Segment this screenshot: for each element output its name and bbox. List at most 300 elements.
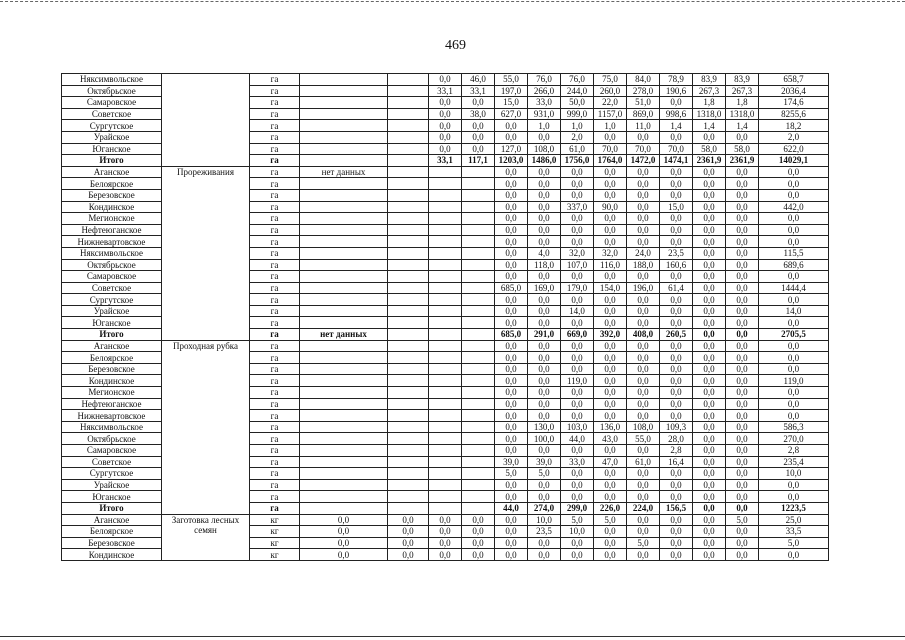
year-value-cell: [429, 387, 462, 399]
year-value-cell: [388, 155, 429, 167]
year-value-cell: [462, 363, 495, 375]
year-value-cell: 0,0: [726, 398, 759, 410]
year-value-cell: 0,0: [693, 387, 726, 399]
year-value-cell: [388, 74, 429, 86]
year-value-cell: [462, 294, 495, 306]
amount-cell: 0,0: [300, 549, 388, 561]
year-value-cell: 0,0: [660, 468, 693, 480]
year-value-cell: 0,0: [660, 340, 693, 352]
year-value-cell: 291,0: [528, 329, 561, 341]
year-value-cell: 0,0: [693, 259, 726, 271]
year-value-cell: 869,0: [627, 108, 660, 120]
unit-cell: га: [250, 387, 300, 399]
year-value-cell: 0,0: [627, 201, 660, 213]
year-value-cell: 0,0: [726, 131, 759, 143]
year-value-cell: 0,0: [726, 329, 759, 341]
unit-cell: кг: [250, 549, 300, 561]
year-value-cell: 1,8: [693, 97, 726, 109]
year-value-cell: 0,0: [660, 189, 693, 201]
forestry-name-cell: Октябрьское: [62, 85, 162, 97]
year-value-cell: 0,0: [429, 549, 462, 561]
year-value-cell: 0,0: [660, 363, 693, 375]
unit-cell: га: [250, 143, 300, 155]
row-total-cell: 115,5: [759, 247, 829, 259]
year-value-cell: 0,0: [528, 352, 561, 364]
year-value-cell: 0,0: [528, 375, 561, 387]
year-value-cell: 0,0: [495, 294, 528, 306]
row-total-cell: 10,0: [759, 468, 829, 480]
forestry-name-cell: Березовское: [62, 363, 162, 375]
year-value-cell: 999,0: [561, 108, 594, 120]
unit-cell: га: [250, 502, 300, 514]
year-value-cell: 0,0: [594, 178, 627, 190]
year-value-cell: 0,0: [627, 213, 660, 225]
year-value-cell: 0,0: [660, 271, 693, 283]
year-value-cell: 0,0: [726, 213, 759, 225]
activity-cell: Проходная рубка: [162, 340, 250, 514]
year-value-cell: 5,0: [561, 514, 594, 526]
row-total-cell: 0,0: [759, 340, 829, 352]
amount-cell: 0,0: [300, 526, 388, 538]
year-value-cell: 55,0: [495, 74, 528, 86]
unit-cell: га: [250, 201, 300, 213]
year-value-cell: 2,8: [660, 445, 693, 457]
year-value-cell: [388, 421, 429, 433]
activity-cell: Прореживания: [162, 166, 250, 340]
year-value-cell: 0,0: [726, 479, 759, 491]
amount-cell: [300, 502, 388, 514]
row-total-cell: 658,7: [759, 74, 829, 86]
year-value-cell: 46,0: [462, 74, 495, 86]
year-value-cell: 118,0: [528, 259, 561, 271]
forestry-name-cell: Сургутское: [62, 120, 162, 132]
year-value-cell: 32,0: [561, 247, 594, 259]
year-value-cell: [388, 213, 429, 225]
amount-cell: [300, 178, 388, 190]
year-value-cell: 0,0: [429, 143, 462, 155]
year-value-cell: 109,3: [660, 421, 693, 433]
year-value-cell: 0,0: [561, 189, 594, 201]
row-total-cell: 0,0: [759, 549, 829, 561]
forestry-name-cell: Нижневартовское: [62, 410, 162, 422]
year-value-cell: 0,0: [388, 526, 429, 538]
year-value-cell: 0,0: [528, 398, 561, 410]
row-total-cell: 0,0: [759, 398, 829, 410]
year-value-cell: 0,0: [594, 305, 627, 317]
year-value-cell: [388, 468, 429, 480]
year-value-cell: 0,0: [660, 294, 693, 306]
row-total-cell: 18,2: [759, 120, 829, 132]
year-value-cell: [388, 120, 429, 132]
year-value-cell: 0,0: [693, 317, 726, 329]
row-total-cell: 0,0: [759, 387, 829, 399]
unit-cell: га: [250, 131, 300, 143]
year-value-cell: 0,0: [462, 131, 495, 143]
year-value-cell: 260,0: [594, 85, 627, 97]
year-value-cell: 1203,0: [495, 155, 528, 167]
year-value-cell: 0,0: [726, 526, 759, 538]
year-value-cell: 278,0: [627, 85, 660, 97]
year-value-cell: 83,9: [726, 74, 759, 86]
year-value-cell: 50,0: [561, 97, 594, 109]
year-value-cell: [388, 387, 429, 399]
year-value-cell: 0,0: [495, 445, 528, 457]
year-value-cell: 0,0: [429, 526, 462, 538]
unit-cell: га: [250, 213, 300, 225]
row-total-cell: 2,0: [759, 131, 829, 143]
year-value-cell: 14,0: [561, 305, 594, 317]
year-value-cell: 0,0: [693, 410, 726, 422]
year-value-cell: 0,0: [726, 421, 759, 433]
year-value-cell: 47,0: [594, 456, 627, 468]
year-value-cell: 0,0: [561, 352, 594, 364]
year-value-cell: 0,0: [660, 178, 693, 190]
amount-cell: нет данных: [300, 329, 388, 341]
unit-cell: га: [250, 421, 300, 433]
year-value-cell: [462, 317, 495, 329]
unit-cell: га: [250, 85, 300, 97]
year-value-cell: 0,0: [528, 479, 561, 491]
year-value-cell: 108,0: [528, 143, 561, 155]
year-value-cell: 39,0: [528, 456, 561, 468]
year-value-cell: 33,1: [429, 155, 462, 167]
year-value-cell: 0,0: [495, 236, 528, 248]
year-value-cell: 0,0: [693, 398, 726, 410]
year-value-cell: 0,0: [726, 491, 759, 503]
year-value-cell: [388, 305, 429, 317]
year-value-cell: 0,0: [627, 340, 660, 352]
year-value-cell: 0,0: [693, 166, 726, 178]
year-value-cell: 0,0: [726, 502, 759, 514]
year-value-cell: 0,0: [495, 131, 528, 143]
row-total-cell: 119,0: [759, 375, 829, 387]
year-value-cell: 0,0: [594, 491, 627, 503]
year-value-cell: [388, 410, 429, 422]
year-value-cell: 0,0: [627, 526, 660, 538]
year-value-cell: 0,0: [726, 410, 759, 422]
year-value-cell: 0,0: [429, 131, 462, 143]
year-value-cell: 15,0: [495, 97, 528, 109]
year-value-cell: [388, 502, 429, 514]
amount-cell: 0,0: [300, 537, 388, 549]
year-value-cell: 100,0: [528, 433, 561, 445]
amount-cell: [300, 259, 388, 271]
year-value-cell: [429, 363, 462, 375]
year-value-cell: 0,0: [594, 445, 627, 457]
year-value-cell: 931,0: [528, 108, 561, 120]
year-value-cell: 260,5: [660, 329, 693, 341]
unit-cell: га: [250, 97, 300, 109]
year-value-cell: [388, 317, 429, 329]
year-value-cell: [462, 213, 495, 225]
forestry-name-cell: Березовское: [62, 189, 162, 201]
year-value-cell: 0,0: [462, 514, 495, 526]
year-value-cell: 51,0: [627, 97, 660, 109]
year-value-cell: 0,0: [693, 329, 726, 341]
year-value-cell: 0,0: [495, 433, 528, 445]
amount-cell: нет данных: [300, 166, 388, 178]
year-value-cell: 0,0: [660, 131, 693, 143]
row-total-cell: 0,0: [759, 224, 829, 236]
year-value-cell: 116,0: [594, 259, 627, 271]
year-value-cell: 2361,9: [693, 155, 726, 167]
year-value-cell: [388, 282, 429, 294]
year-value-cell: [462, 502, 495, 514]
year-value-cell: 136,0: [594, 421, 627, 433]
forestry-name-cell: Мегионское: [62, 213, 162, 225]
amount-cell: [300, 85, 388, 97]
year-value-cell: 392,0: [594, 329, 627, 341]
year-value-cell: 0,0: [627, 294, 660, 306]
row-total-cell: 174,6: [759, 97, 829, 109]
year-value-cell: 0,0: [627, 514, 660, 526]
year-value-cell: [462, 398, 495, 410]
year-value-cell: 0,0: [726, 363, 759, 375]
year-value-cell: 0,0: [528, 549, 561, 561]
year-value-cell: 0,0: [693, 340, 726, 352]
year-value-cell: [462, 329, 495, 341]
year-value-cell: 0,0: [561, 236, 594, 248]
year-value-cell: 0,0: [726, 433, 759, 445]
row-total-cell: 0,0: [759, 363, 829, 375]
year-value-cell: 0,0: [693, 433, 726, 445]
year-value-cell: 0,0: [561, 549, 594, 561]
forestry-name-cell: Итого: [62, 155, 162, 167]
year-value-cell: 0,0: [561, 317, 594, 329]
year-value-cell: 0,0: [528, 236, 561, 248]
forestry-name-cell: Самаровское: [62, 271, 162, 283]
row-total-cell: 33,5: [759, 526, 829, 538]
year-value-cell: 0,0: [726, 201, 759, 213]
year-value-cell: [388, 398, 429, 410]
year-value-cell: 0,0: [429, 97, 462, 109]
year-value-cell: 0,0: [594, 398, 627, 410]
year-value-cell: 10,0: [528, 514, 561, 526]
year-value-cell: [388, 131, 429, 143]
amount-cell: [300, 305, 388, 317]
unit-cell: га: [250, 491, 300, 503]
year-value-cell: 0,0: [693, 294, 726, 306]
row-total-cell: 0,0: [759, 236, 829, 248]
unit-cell: га: [250, 445, 300, 457]
year-value-cell: 0,0: [561, 537, 594, 549]
year-value-cell: 0,0: [627, 375, 660, 387]
forestry-name-cell: Белоярское: [62, 526, 162, 538]
year-value-cell: [388, 271, 429, 283]
year-value-cell: 0,0: [627, 271, 660, 283]
activity-cell: [162, 74, 250, 167]
year-value-cell: 1474,1: [660, 155, 693, 167]
year-value-cell: [429, 375, 462, 387]
amount-cell: [300, 340, 388, 352]
year-value-cell: 0,0: [660, 317, 693, 329]
year-value-cell: 39,0: [495, 456, 528, 468]
year-value-cell: [429, 410, 462, 422]
row-total-cell: 2,8: [759, 445, 829, 457]
year-value-cell: 0,0: [495, 375, 528, 387]
year-value-cell: 0,0: [495, 479, 528, 491]
year-value-cell: 0,0: [660, 410, 693, 422]
forestry-name-cell: Итого: [62, 329, 162, 341]
year-value-cell: 0,0: [594, 375, 627, 387]
year-value-cell: 0,0: [495, 387, 528, 399]
year-value-cell: 0,0: [627, 549, 660, 561]
year-value-cell: 0,0: [693, 491, 726, 503]
row-total-cell: 14,0: [759, 305, 829, 317]
year-value-cell: 267,3: [693, 85, 726, 97]
year-value-cell: 0,0: [660, 526, 693, 538]
unit-cell: кг: [250, 526, 300, 538]
year-value-cell: 1764,0: [594, 155, 627, 167]
year-value-cell: 0,0: [594, 271, 627, 283]
year-value-cell: [462, 421, 495, 433]
year-value-cell: [429, 398, 462, 410]
year-value-cell: 0,0: [726, 294, 759, 306]
year-value-cell: 2361,9: [726, 155, 759, 167]
year-value-cell: 160,6: [660, 259, 693, 271]
amount-cell: [300, 294, 388, 306]
year-value-cell: 0,0: [561, 398, 594, 410]
forestry-name-cell: Советское: [62, 282, 162, 294]
year-value-cell: [429, 166, 462, 178]
year-value-cell: 5,0: [594, 514, 627, 526]
year-value-cell: 0,0: [528, 189, 561, 201]
year-value-cell: [388, 178, 429, 190]
year-value-cell: [429, 421, 462, 433]
year-value-cell: 0,0: [561, 178, 594, 190]
year-value-cell: [462, 201, 495, 213]
year-value-cell: 0,0: [528, 294, 561, 306]
amount-cell: [300, 375, 388, 387]
row-total-cell: 622,0: [759, 143, 829, 155]
year-value-cell: 24,0: [627, 247, 660, 259]
year-value-cell: 1,0: [561, 120, 594, 132]
year-value-cell: 998,6: [660, 108, 693, 120]
year-value-cell: 0,0: [660, 387, 693, 399]
year-value-cell: 0,0: [561, 294, 594, 306]
unit-cell: га: [250, 178, 300, 190]
year-value-cell: [388, 363, 429, 375]
year-value-cell: 0,0: [561, 468, 594, 480]
unit-cell: га: [250, 433, 300, 445]
amount-cell: [300, 317, 388, 329]
year-value-cell: 0,0: [693, 514, 726, 526]
year-value-cell: 0,0: [561, 166, 594, 178]
year-value-cell: 0,0: [495, 514, 528, 526]
forestry-name-cell: Урайское: [62, 479, 162, 491]
row-total-cell: 14029,1: [759, 155, 829, 167]
year-value-cell: 0,0: [726, 259, 759, 271]
year-value-cell: 0,0: [693, 375, 726, 387]
year-value-cell: 0,0: [660, 97, 693, 109]
row-total-cell: 5,0: [759, 537, 829, 549]
row-total-cell: 0,0: [759, 410, 829, 422]
year-value-cell: 61,0: [561, 143, 594, 155]
row-total-cell: 1444,4: [759, 282, 829, 294]
amount-cell: [300, 74, 388, 86]
unit-cell: га: [250, 375, 300, 387]
year-value-cell: 33,0: [528, 97, 561, 109]
year-value-cell: 0,0: [660, 213, 693, 225]
year-value-cell: 0,0: [627, 236, 660, 248]
year-value-cell: 0,0: [660, 398, 693, 410]
year-value-cell: 0,0: [627, 479, 660, 491]
year-value-cell: [388, 329, 429, 341]
year-value-cell: 0,0: [495, 340, 528, 352]
row-total-cell: 0,0: [759, 213, 829, 225]
year-value-cell: 0,0: [726, 445, 759, 457]
year-value-cell: 0,0: [561, 271, 594, 283]
year-value-cell: [462, 387, 495, 399]
unit-cell: га: [250, 236, 300, 248]
table-row: [62, 74, 829, 86]
forestry-name-cell: Самаровское: [62, 445, 162, 457]
amount-cell: [300, 201, 388, 213]
unit-cell: кг: [250, 537, 300, 549]
year-value-cell: [388, 352, 429, 364]
year-value-cell: 0,0: [660, 514, 693, 526]
year-value-cell: [462, 282, 495, 294]
year-value-cell: 33,0: [561, 456, 594, 468]
year-value-cell: 0,0: [528, 537, 561, 549]
year-value-cell: 0,0: [594, 352, 627, 364]
year-value-cell: 0,0: [528, 410, 561, 422]
row-total-cell: 586,3: [759, 421, 829, 433]
year-value-cell: 0,0: [495, 271, 528, 283]
year-value-cell: [388, 491, 429, 503]
year-value-cell: 108,0: [627, 421, 660, 433]
year-value-cell: 2,0: [561, 131, 594, 143]
year-value-cell: 28,0: [660, 433, 693, 445]
year-value-cell: 23,5: [660, 247, 693, 259]
forestry-name-cell: Советское: [62, 108, 162, 120]
year-value-cell: 226,0: [594, 502, 627, 514]
year-value-cell: [388, 375, 429, 387]
year-value-cell: 127,0: [495, 143, 528, 155]
year-value-cell: [429, 178, 462, 190]
year-value-cell: 0,0: [693, 189, 726, 201]
year-value-cell: 299,0: [561, 502, 594, 514]
year-value-cell: 0,0: [594, 410, 627, 422]
row-total-cell: 0,0: [759, 271, 829, 283]
amount-cell: 0,0: [300, 514, 388, 526]
year-value-cell: [388, 97, 429, 109]
year-value-cell: 0,0: [388, 537, 429, 549]
year-value-cell: 0,0: [660, 491, 693, 503]
year-value-cell: 76,0: [561, 74, 594, 86]
year-value-cell: [388, 201, 429, 213]
forestry-name-cell: Нижневартовское: [62, 236, 162, 248]
year-value-cell: 43,0: [594, 433, 627, 445]
amount-cell: [300, 433, 388, 445]
year-value-cell: 0,0: [495, 247, 528, 259]
year-value-cell: 61,0: [627, 456, 660, 468]
year-value-cell: 0,0: [495, 120, 528, 132]
year-value-cell: 0,0: [627, 363, 660, 375]
year-value-cell: [388, 433, 429, 445]
amount-cell: [300, 189, 388, 201]
year-value-cell: 1157,0: [594, 108, 627, 120]
year-value-cell: 0,0: [660, 352, 693, 364]
activity-cell: Заготовка лесных семян: [162, 514, 250, 560]
forestry-name-cell: Октябрьское: [62, 433, 162, 445]
year-value-cell: 75,0: [594, 74, 627, 86]
year-value-cell: [429, 236, 462, 248]
forestry-name-cell: Березовское: [62, 537, 162, 549]
year-value-cell: 0,0: [561, 340, 594, 352]
year-value-cell: 0,0: [726, 178, 759, 190]
row-total-cell: 0,0: [759, 491, 829, 503]
